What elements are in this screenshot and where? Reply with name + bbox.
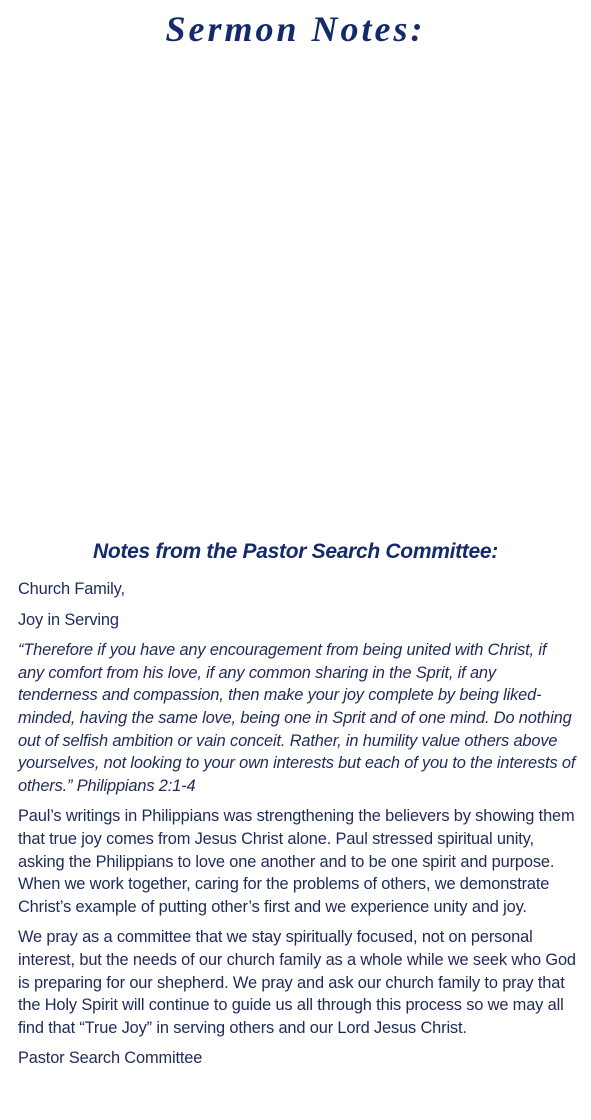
scripture-reference: Philippians 2:1-4 [72,776,196,795]
letter-paragraph-2: We pray as a committee that we stay spiritually focused, not on personal interest, but the needs of our church family as a whole while we seek who God is preparing for our shepherd. We pray and ask our church family to pray that the Holy Spirit will continue to guide us all through this process so we may all find that “True Joy” in serving others and our Lord Jesus Christ. [18,928,576,1037]
sermon-notes-blank-area [0,60,591,530]
letter-paragraph-1: Paul’s writings in Philippians was strengthening the believers by showing them that true joy comes from Jesus Christ alone. Paul stressed spiritual unity, asking the Philippians to love one another and to be one spirit and purpose. When we work together, caring for the problems of others, we demonstrate Christ’s example of putting other’s first and we experience unity and joy. [18,807,575,916]
letter-subject: Joy in Serving [18,610,119,629]
committee-letter [18,578,576,1078]
scripture-quote-text: “Therefore if you have any encouragement from being united with Christ, if any comfort from his love, if any common sharing in the Sprit, if any tenderness and compassion, then make your joy complete by being liked-minded, having the same love, being one in Sprit and of one mind. Do nothing out of selfish ambition or vain conceit. Rather, in humility value others above yourselves, not looking to your own interests but each of you to the interests of others.” [18,641,576,795]
committee-notes-heading: Notes from the Pastor Search Committee: [93,540,498,563]
scripture-quote [18,639,576,797]
sermon-notes-title: Sermon Notes: [165,9,426,49]
letter-signature: Pastor Search Committee [18,1049,203,1068]
letter-salutation: Church Family, [18,580,125,598]
